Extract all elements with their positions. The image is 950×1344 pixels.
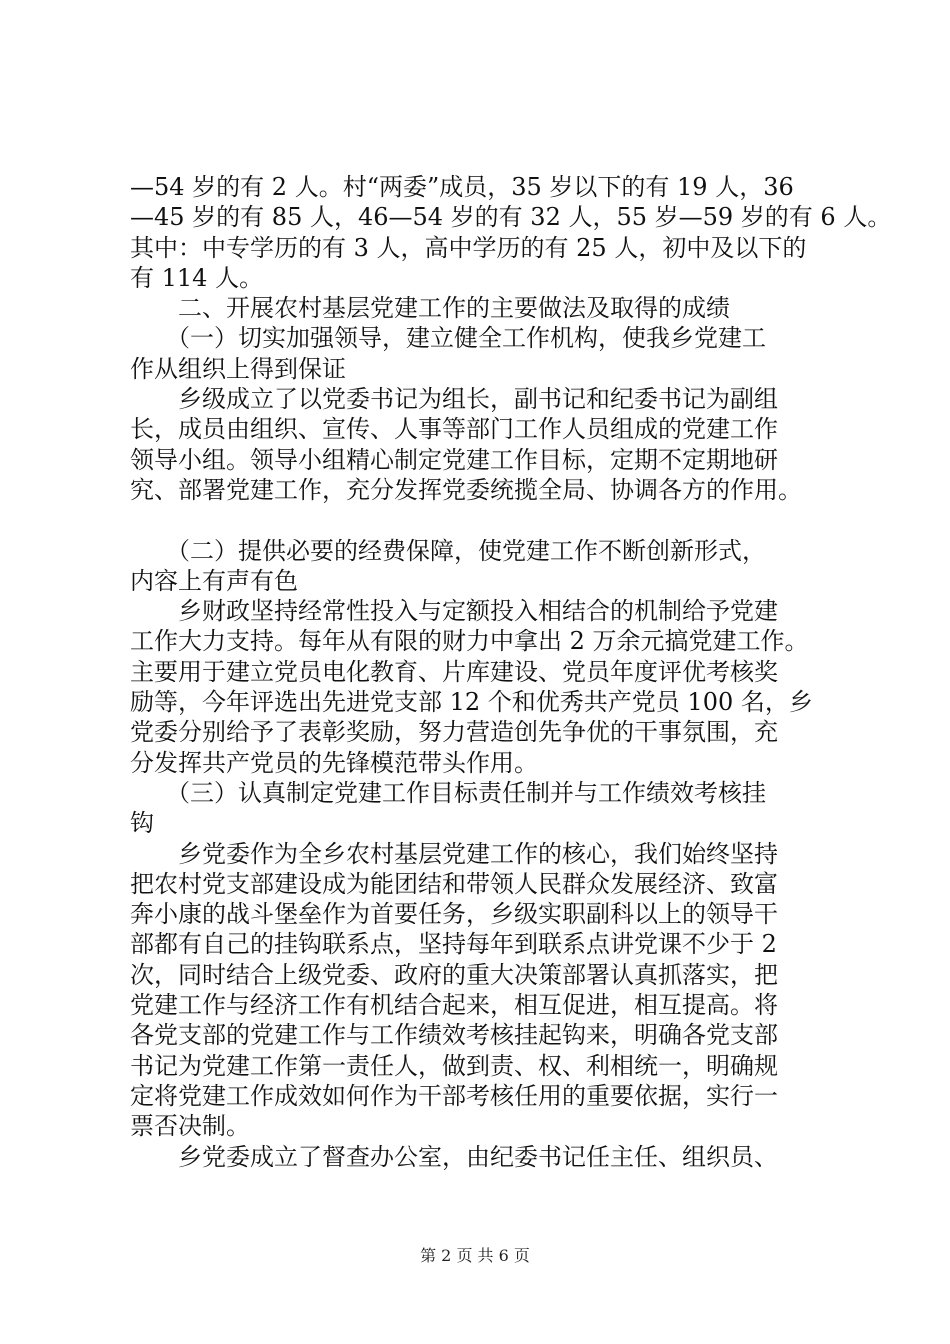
text-line: 定将党建工作成效如何作为干部考核任用的重要依据，实行一 [130,1081,778,1110]
text-line: 部都有自己的挂钩联系点，坚持每年到联系点讲党课不少于 2 [130,930,777,959]
subsection-heading: （二）提供必要的经费保障，使党建工作不断创新形式， [130,536,766,565]
text-line: 主要用于建立党员电化教育、片库建设、党员年度评优考核奖 [130,657,778,686]
text-line: 乡党委成立了督查办公室，由纪委书记任主任、组织员、 [130,1142,778,1171]
text-line: 其中：中专学历的有 3 人，高中学历的有 25 人，初中及以下的 [130,233,807,262]
text-line: 工作大力支持。每年从有限的财力中拿出 2 万余元搞党建工作。 [130,627,809,656]
text-line: 乡财政坚持经常性投入与定额投入相结合的机制给予党建 [130,597,778,626]
text-line: 领导小组。领导小组精心制定党建工作目标，定期不定期地研 [130,445,778,474]
text-line: 究、部署党建工作，充分发挥党委统揽全局、协调各方的作用。 [130,475,802,504]
section-heading: 二、开展农村基层党建工作的主要做法及取得的成绩 [130,294,730,323]
text-line: 长，成员由组织、宣传、人事等部门工作人员组成的党建工作 [130,415,778,444]
subsection-heading: 内容上有声有色 [130,566,298,595]
text-line: 奔小康的战斗堡垒作为首要任务，乡级实职副科以上的领导干 [130,900,778,929]
subsection-heading: 作从组织上得到保证 [130,354,346,383]
text-line: 有 114 人。 [130,263,264,292]
text-line: 乡党委作为全乡农村基层党建工作的核心，我们始终坚持 [130,839,778,868]
text-line: —54 岁的有 2 人。村“两委”成员，35 岁以下的有 19 人，36 [130,173,794,201]
text-line: 各党支部的党建工作与工作绩效考核挂起钩来，明确各党支部 [130,1021,778,1050]
text-line: 把农村党支部建设成为能团结和带领人民群众发展经济、致富 [130,869,778,898]
text-line: 党委分别给予了表彰奖励，努力营造创先争优的干事氛围，充 [130,718,778,747]
text-line: 票否决制。 [130,1112,250,1141]
subsection-heading: （三）认真制定党建工作目标责任制并与工作绩效考核挂 [130,778,766,807]
blank-line [130,505,840,535]
text-line: 励等，今年评选出先进党支部 12 个和优秀共产党员 100 名，乡 [130,688,813,717]
body-text [130,172,892,1172]
text-line: 乡级成立了以党委书记为组长，副书记和纪委书记为副组 [130,385,778,414]
subsection-heading: （一）切实加强领导，建立健全工作机构，使我乡党建工 [130,324,766,353]
text-line: —45 岁的有 85 人，46—54 岁的有 32 人，55 岁—59 岁的有 6 人。 [130,203,892,232]
text-line: 党建工作与经济工作有机结合起来，相互促进，相互提高。将 [130,991,778,1020]
text-line: 分发挥共产党员的先锋模范带头作用。 [130,748,538,777]
page-footer: 第 2 页 共 6 页 [420,1246,530,1265]
text-line: 次，同时结合上级党委、政府的重大决策部署认真抓落实，把 [130,960,778,989]
subsection-heading: 钩 [130,809,154,838]
text-line: 书记为党建工作第一责任人，做到责、权、利相统一，明确规 [130,1051,778,1080]
